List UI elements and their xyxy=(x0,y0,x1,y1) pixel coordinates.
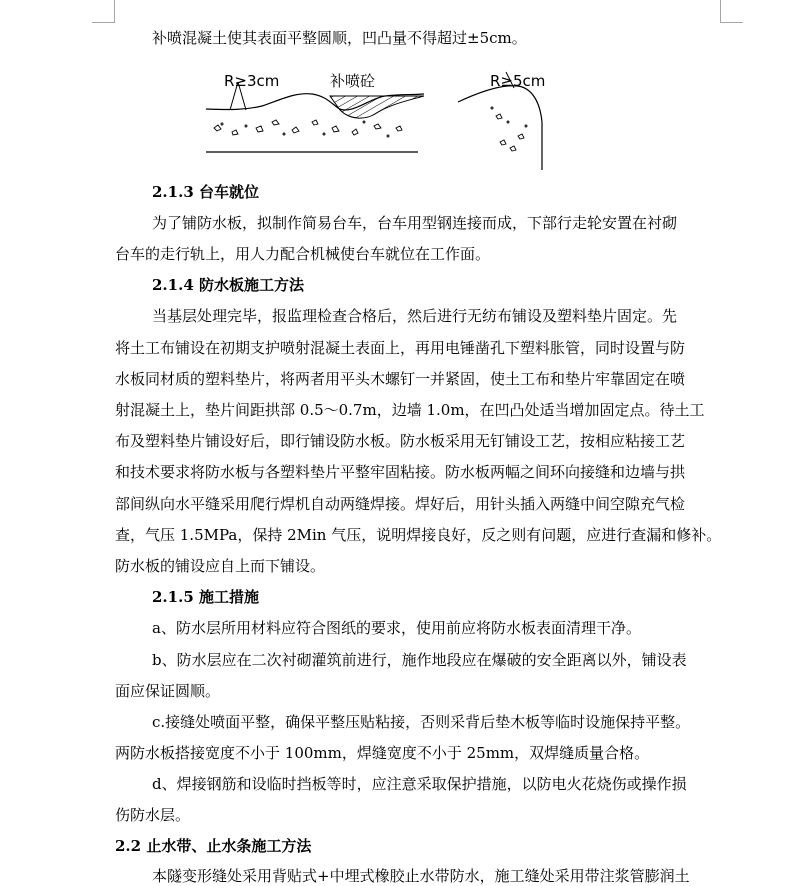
corner-curve xyxy=(458,86,542,170)
paragraph-line: 布及塑料垫片铺设好后，即行铺设防水板。防水板采用无钉铺设工艺，按相应粘接工艺 xyxy=(115,432,686,450)
paragraph-line: 本隧变形缝处采用背贴式+中埋式橡胶止水带防水，施工缝处采用带注浆管膨润土 xyxy=(152,867,690,885)
label-r1: R≥3cm xyxy=(224,72,280,90)
fill-region xyxy=(330,96,424,118)
paragraph-line: 面应保证圆顺。 xyxy=(115,682,221,700)
paragraph-line: 和技术要求将防水板与各塑料垫片平整牢固粘接。防水板两幅之间环向接缝和边墙与拱 xyxy=(115,463,686,481)
page-corner-mark-right xyxy=(720,0,743,23)
paragraph-line: 水板同材质的塑料垫片，将两者用平头木螺钉一并紧固，使土工布和垫片牢靠固定在喷 xyxy=(115,370,686,388)
paragraph-line: 将土工布铺设在初期支护喷射混凝土表面上，再用电锤凿孔下塑料胀管，同时设置与防 xyxy=(115,339,686,357)
label-r2: R≥5cm xyxy=(490,72,546,90)
aggregate-stones-right xyxy=(491,107,527,151)
label-fill: 补喷砼 xyxy=(330,72,376,90)
paragraph-line: d、焊接钢筋和设临时挡板等时，应注意采取保护措施，以防电火花烧伤或操作损 xyxy=(152,775,687,793)
paragraph-line: 台车的走行轨上，用人力配合机械使台车就位在工作面。 xyxy=(115,245,491,263)
section-heading-2-1-4: 2.1.4 防水板施工方法 xyxy=(152,276,304,294)
paragraph-line: 补喷混凝土使其表面平整圆顺，凹凸量不得超过±5cm。 xyxy=(152,29,527,47)
paragraph-line: c.接缝处喷面平整，确保平整压贴粘接，否则采背后垫木板等临时设施保持平整。 xyxy=(152,713,691,731)
paragraph-line: 当基层处理完毕，报监理检查合格后，然后进行无纺布铺设及塑料垫片固定。先 xyxy=(152,307,678,325)
paragraph-line: 伤防水层。 xyxy=(115,806,191,824)
paragraph-line: 为了铺防水板，拟制作简易台车，台车用型钢连接而成，下部行走轮安置在衬砌 xyxy=(152,214,678,232)
section-heading-2-2: 2.2 止水带、止水条施工方法 xyxy=(115,837,312,855)
section-heading-2-1-5: 2.1.5 施工措施 xyxy=(152,588,259,606)
paragraph-line: b、防水层应在二次衬砌灌筑前进行，施作地段应在爆破的安全距离以外，铺设表 xyxy=(152,651,687,669)
paragraph-line: 防水板的铺设应自上而下铺设。 xyxy=(115,557,326,575)
page-corner-mark-left xyxy=(92,0,115,23)
paragraph-line: 两防水板搭接宽度不小于 100mm，焊缝宽度不小于 25mm，双焊缝质量合格。 xyxy=(115,744,650,762)
aggregate-stones xyxy=(214,120,402,137)
paragraph-line: 部间纵向水平缝采用爬行焊机自动两缝焊接。焊好后，用针头插入两缝中间空隙充气检 xyxy=(115,495,686,513)
paragraph-line: 查，气压 1.5MPa，保持 2Min 气压，说明焊接良好，反之则有问题，应进行查漏和修补。 xyxy=(115,526,722,544)
paragraph-line: a、防水层所用材料应符合图纸的要求，使用前应将防水板表面清理干净。 xyxy=(152,619,641,637)
section-heading-2-1-3: 2.1.3 台车就位 xyxy=(152,183,259,201)
shotcrete-diagram xyxy=(200,62,560,172)
paragraph-line: 射混凝土上，垫片间距拱部 0.5～0.7m，边墙 1.0m，在凹凸处适当增加固定点。待土工 xyxy=(115,401,705,419)
